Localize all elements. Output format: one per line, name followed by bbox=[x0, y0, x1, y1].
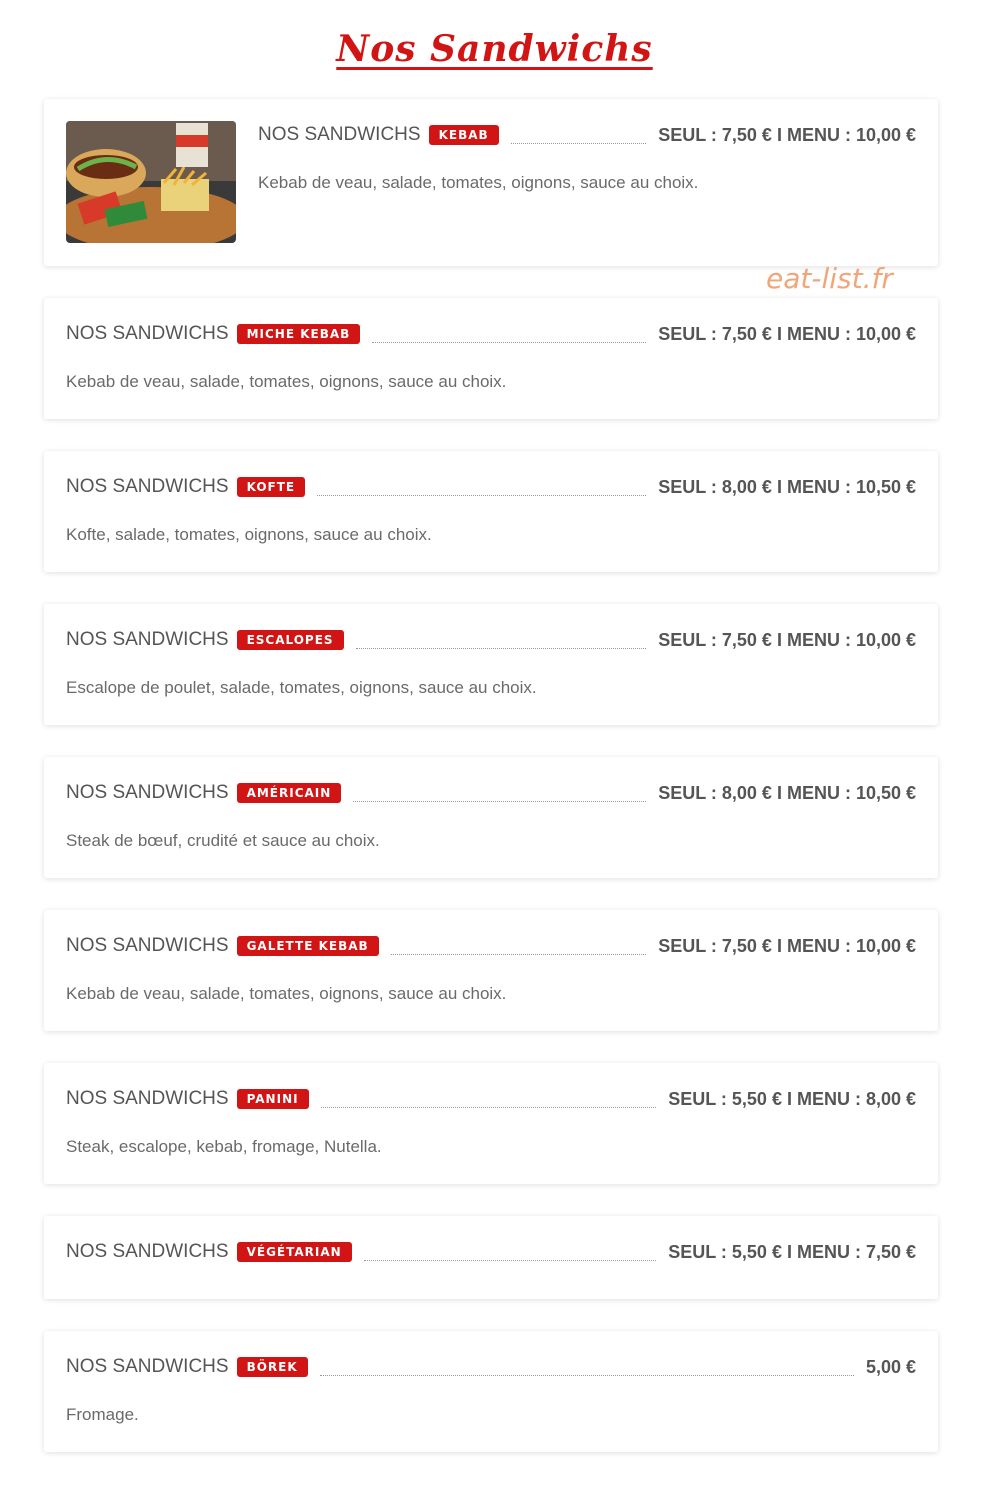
item-badge: GALETTE KEBAB bbox=[237, 936, 379, 956]
item-badge: VÉGÉTARIAN bbox=[237, 1242, 352, 1262]
leader-dots bbox=[511, 143, 647, 144]
item-description: Fromage. bbox=[66, 1405, 139, 1424]
item-category: NOS SANDWICHS bbox=[66, 935, 229, 956]
menu-item-card[interactable] bbox=[44, 1331, 938, 1452]
item-price: SEUL : 8,00 € I MENU : 10,50 € bbox=[658, 782, 916, 803]
item-badge: MICHE KEBAB bbox=[237, 324, 361, 344]
item-price: SEUL : 5,50 € I MENU : 7,50 € bbox=[668, 1241, 916, 1262]
item-description: Kebab de veau, salade, tomates, oignons, sauce au choix. bbox=[258, 173, 699, 192]
watermark: eat-list.fr bbox=[766, 262, 893, 295]
item-category: NOS SANDWICHS bbox=[258, 124, 421, 145]
item-badge: PANINI bbox=[237, 1089, 309, 1109]
leader-dots bbox=[364, 1260, 657, 1261]
item-description: Steak de bœuf, crudité et sauce au choix. bbox=[66, 831, 380, 850]
item-price: SEUL : 7,50 € I MENU : 10,00 € bbox=[658, 935, 916, 956]
leader-dots bbox=[353, 801, 646, 802]
item-badge: BÖREK bbox=[237, 1357, 308, 1377]
item-badge: AMÉRICAIN bbox=[237, 783, 342, 803]
leader-dots bbox=[356, 648, 647, 649]
item-price: SEUL : 7,50 € I MENU : 10,00 € bbox=[658, 323, 916, 344]
item-price: SEUL : 7,50 € I MENU : 10,00 € bbox=[658, 629, 916, 650]
menu-item-card[interactable] bbox=[44, 1216, 938, 1299]
menu-item-card[interactable] bbox=[44, 99, 938, 266]
page-title: Nos Sandwichs bbox=[336, 28, 653, 70]
leader-dots bbox=[321, 1107, 657, 1108]
menu-item-card[interactable] bbox=[44, 298, 938, 419]
item-category: NOS SANDWICHS bbox=[66, 1241, 229, 1262]
menu-item-card[interactable] bbox=[44, 910, 938, 1031]
menu-item-card[interactable] bbox=[44, 451, 938, 572]
item-price: 5,00 € bbox=[865, 1356, 916, 1377]
item-category: NOS SANDWICHS bbox=[66, 629, 229, 650]
item-category: NOS SANDWICHS bbox=[66, 1088, 229, 1109]
item-price: SEUL : 8,00 € I MENU : 10,50 € bbox=[658, 476, 916, 497]
item-description: Kebab de veau, salade, tomates, oignons, sauce au choix. bbox=[66, 984, 507, 1003]
leader-dots bbox=[317, 495, 646, 496]
item-badge: KEBAB bbox=[429, 125, 499, 145]
item-description: Kebab de veau, salade, tomates, oignons, sauce au choix. bbox=[66, 372, 507, 391]
leader-dots bbox=[320, 1375, 854, 1376]
item-description: Kofte, salade, tomates, oignons, sauce au choix. bbox=[66, 525, 432, 544]
kebab-photo bbox=[66, 121, 236, 243]
item-category: NOS SANDWICHS bbox=[66, 323, 229, 344]
item-category: NOS SANDWICHS bbox=[66, 1356, 229, 1377]
item-description: Escalope de poulet, salade, tomates, oignons, sauce au choix. bbox=[66, 678, 537, 697]
item-badge: KOFTE bbox=[237, 477, 306, 497]
item-price: SEUL : 7,50 € I MENU : 10,00 € bbox=[658, 124, 916, 145]
menu-item-card[interactable] bbox=[44, 1063, 938, 1184]
item-description: Steak, escalope, kebab, fromage, Nutella. bbox=[66, 1137, 382, 1156]
item-category: NOS SANDWICHS bbox=[66, 782, 229, 803]
item-badge: ESCALOPES bbox=[237, 630, 344, 650]
menu-item-card[interactable] bbox=[44, 604, 938, 725]
leader-dots bbox=[391, 954, 647, 955]
item-price: SEUL : 5,50 € I MENU : 8,00 € bbox=[668, 1088, 916, 1109]
item-category: NOS SANDWICHS bbox=[66, 476, 229, 497]
leader-dots bbox=[372, 342, 646, 343]
menu-item-card[interactable] bbox=[44, 757, 938, 878]
